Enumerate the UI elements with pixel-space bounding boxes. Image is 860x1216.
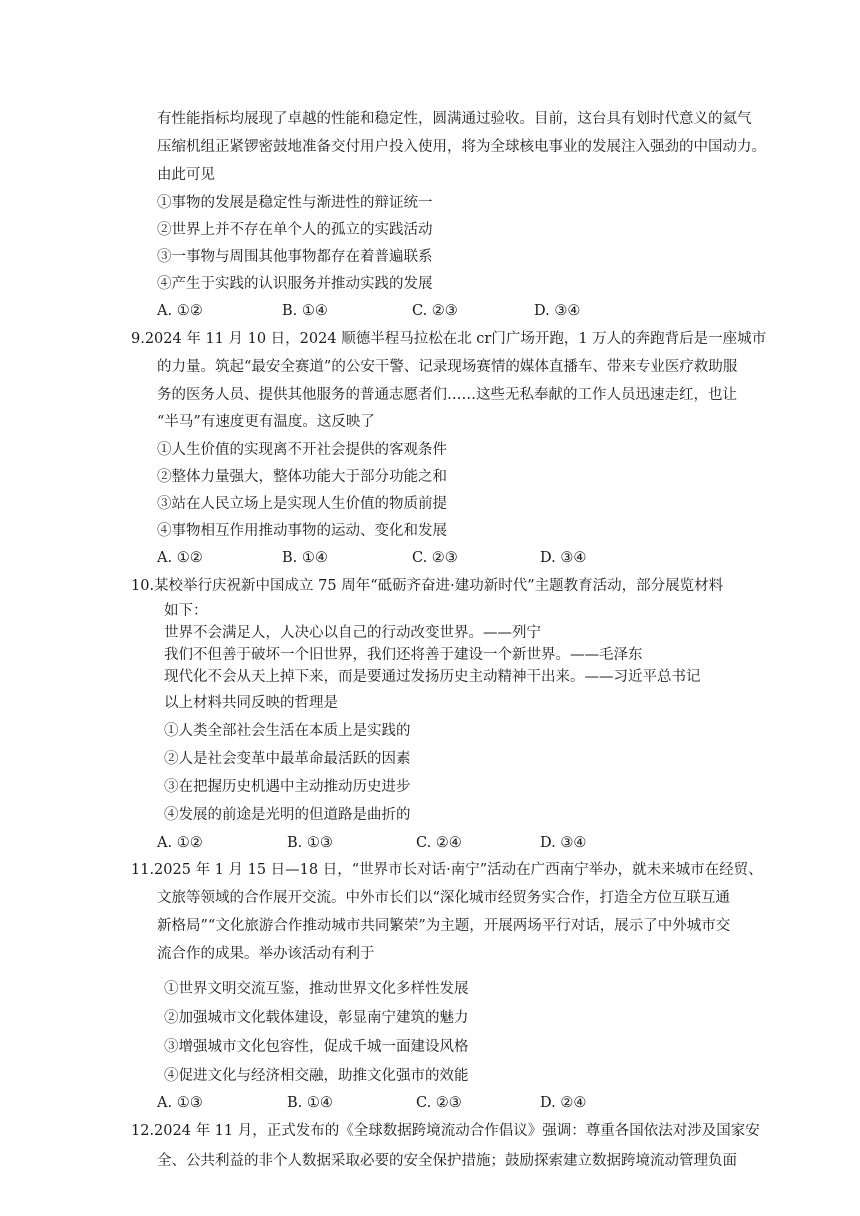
choice-d: D. ②④ xyxy=(540,1095,587,1111)
choice-c: C. ②④ xyxy=(416,835,462,851)
choice-d: D. ③④ xyxy=(540,835,587,851)
choice-a: A. ①② xyxy=(157,835,203,851)
q11-stem-line: 新格局”“文化旅游合作推动城市共同繁荣”为主题，开展两场平行对话，展示了中外城市交 xyxy=(157,918,731,934)
q10-stem: 以上材料共同反映的哲理是 xyxy=(164,695,338,711)
q8-option: ②世界上并不存在单个人的孤立的实践活动 xyxy=(157,222,433,238)
q8-option: ①事物的发展是稳定性与渐进性的辩证统一 xyxy=(157,195,433,211)
q11-stem-line: 流合作的成果。举办该活动有利于 xyxy=(157,946,375,962)
choice-c: C. ②③ xyxy=(412,550,458,566)
choice-a: A. ①② xyxy=(157,550,203,566)
choice-c: C. ②③ xyxy=(416,1095,462,1111)
choice-a: A. ①② xyxy=(157,303,203,319)
q10-stem-line: 如下： xyxy=(164,603,208,619)
q11-option: ③增强城市文化包容性，促成千城一面建设风格 xyxy=(164,1039,469,1055)
q9-stem-line: 9.2024 年 11 月 10 日，2024 顺德半程马拉松在北 cr门广场开跑，1 万人的奔跑背后是一座城市 xyxy=(131,331,767,347)
q9-option: ③站在人民立场上是实现人生价值的物质前提 xyxy=(157,496,447,512)
q8-text-line: 由此可见 xyxy=(157,167,215,183)
choice-a: A. ①③ xyxy=(157,1095,203,1111)
q9-option: ②整体力量强大，整体功能大于部分功能之和 xyxy=(157,469,447,485)
q10-option: ③在把握历史机遇中主动推动历史进步 xyxy=(164,779,411,795)
q8-option: ③一事物与周围其他事物都存在着普遍联系 xyxy=(157,249,433,265)
q11-stem-line: 11.2025 年 1 月 15 日—18 日，“世界市长对话·南宁”活动在广西南宁举办，就未来城市在经贸、 xyxy=(131,862,763,878)
choice-b: B. ①④ xyxy=(282,303,328,319)
choice-b: B. ①④ xyxy=(287,1095,333,1111)
q12-stem-line: 全、公共利益的非个人数据采取必要的安全保护措施；鼓励探索建立数据跨境流动管理负面 xyxy=(157,1153,737,1169)
choice-d: D. ③④ xyxy=(540,550,587,566)
q11-option: ②加强城市文化载体建设，彰显南宁建筑的魅力 xyxy=(164,1010,469,1026)
q9-stem-line: “半马”有速度更有温度。这反映了 xyxy=(157,414,375,430)
choice-b: B. ①③ xyxy=(287,835,333,851)
choice-c: C. ②③ xyxy=(412,303,458,319)
q9-option: ①人生价值的实现离不开社会提供的客观条件 xyxy=(157,442,447,458)
q8-option: ④产生于实践的认识服务并推动实践的发展 xyxy=(157,276,433,292)
choice-d: D. ③④ xyxy=(534,303,581,319)
q9-stem-line: 务的医务人员、提供其他服务的普通志愿者们……这些无私奉献的工作人员迅速走红，也让 xyxy=(157,387,737,403)
q11-option: ④促进文化与经济相交融，助推文化强市的效能 xyxy=(164,1068,469,1084)
q8-text-line: 压缩机组正紧锣密鼓地准备交付用户投入使用，将为全球核电事业的发展注入强劲的中国动力。 xyxy=(157,139,766,155)
q9-stem-line: 的力量。筑起“最安全赛道”的公安干警、记录现场赛情的媒体直播车、带来专业医疗救助服 xyxy=(157,359,738,375)
q10-quote: 我们不但善于破坏一个旧世界，我们还将善于建设一个新世界。——毛泽东 xyxy=(164,647,643,663)
q8-text-line: 有性能指标均展现了卓越的性能和稳定性，圆满通过验收。目前，这台具有划时代意义的氦气 xyxy=(157,111,752,127)
q10-stem-line: 10.某校举行庆祝新中国成立 75 周年“砥砺齐奋进·建功新时代”主题教育活动，部分展览材料 xyxy=(131,578,724,594)
q10-option: ④发展的前途是光明的但道路是曲折的 xyxy=(164,807,411,823)
q10-quote: 世界不会满足人，人决心以自己的行动改变世界。——列宁 xyxy=(164,625,541,641)
q10-option: ②人是社会变革中最革命最活跃的因素 xyxy=(164,751,411,767)
q10-option: ①人类全部社会生活在本质上是实践的 xyxy=(164,723,411,739)
q9-option: ④事物相互作用推动事物的运动、变化和发展 xyxy=(157,523,447,539)
q11-option: ①世界文明交流互鉴，推动世界文化多样性发展 xyxy=(164,981,469,997)
q10-quote: 现代化不会从天上掉下来，而是要通过发扬历史主动精神干出来。——习近平总书记 xyxy=(164,669,701,685)
q11-stem-line: 文旅等领域的合作展开交流。中外市长们以“深化城市经贸务实合作，打造全方位互联互通 xyxy=(157,890,730,906)
choice-b: B. ①④ xyxy=(282,550,328,566)
q12-stem-line: 12.2024 年 11 月，正式发布的《全球数据跨境流动合作倡议》强调：尊重各国依法对涉及国家安 xyxy=(131,1123,760,1139)
